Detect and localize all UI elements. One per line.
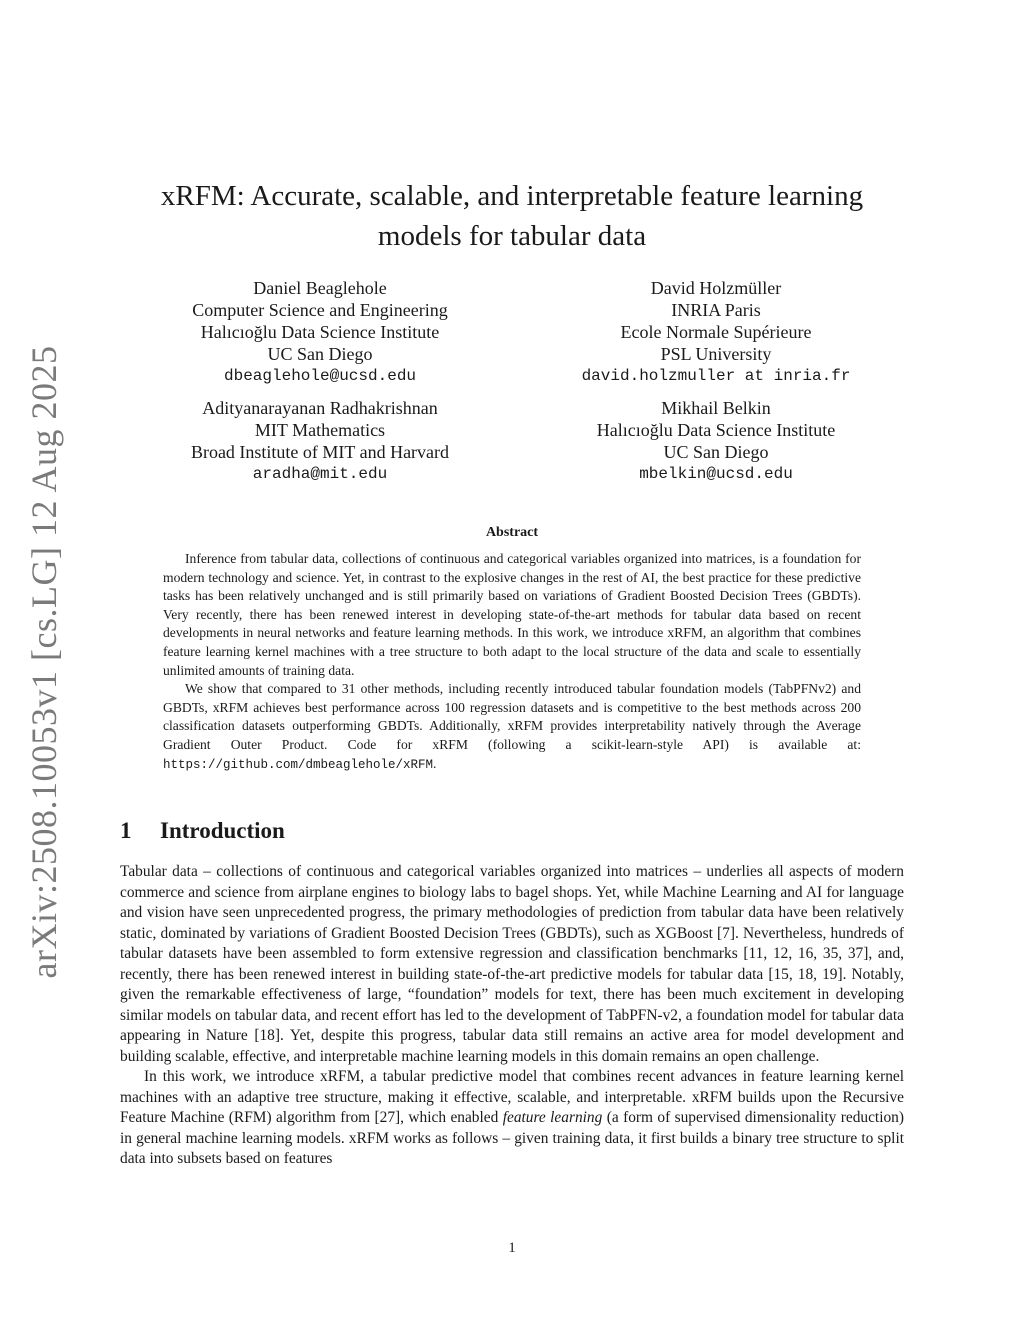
author-block-3 [120,397,520,485]
author-affiliation: Halıcıoğlu Data Science Institute [596,420,836,440]
author-name: David Holzmüller [650,278,782,298]
author-affiliation: INRIA Paris [671,300,761,320]
paper-title-line-1: xRFM: Accurate, scalable, and interpretable feature learning [160,180,864,212]
author-affiliation: Broad Institute of MIT and Harvard [190,442,450,462]
arxiv-identifier-stamp: arXiv:2508.10053v1 [cs.LG] 12 Aug 2025 [24,345,64,979]
code-url-link[interactable]: https://github.com/dmbeaglehole/xRFM [163,757,434,772]
author-name: Mikhail Belkin [661,398,771,418]
paper-title [120,176,904,256]
author-affiliation: UC San Diego [663,442,769,462]
author-affiliation: MIT Mathematics [254,420,386,440]
author-name: Adityanarayanan Radhakrishnan [202,398,438,418]
abstract-paragraph-2 [163,680,861,774]
section-number: 1 [120,818,132,843]
author-affiliation: UC San Diego [267,344,373,364]
author-block-2 [564,277,868,387]
author-affiliation: PSL University [660,344,772,364]
author-affiliation: Ecole Normale Supérieure [620,322,812,342]
author-email: david.holzmuller at inria.fr [581,367,851,385]
emphasized-term: feature learning [502,1109,603,1126]
author-email: dbeaglehole@ucsd.edu [223,367,417,385]
author-email: mbelkin@ucsd.edu [639,465,793,483]
abstract-heading: Abstract [485,525,539,540]
abstract-paragraph-2-end: . [433,755,437,771]
abstract-paragraph-2-text: We show that compared to 31 other methods, including recently introduced tabular foundation models (TabPFNv2) and GBDTs, xRFM achieves best performance across 100 regression datasets and is competitive to the best methods across 200 classification datasets outperforming GBDTs. Additionally, xRFM provides interpretability natively through the Average Gradient Outer Product. Code for xRFM (following a scikit-learn-style API) is available at: [163,681,861,752]
body-paragraph-1: Tabular data – collections of continuous and categorical variables organized into matrices – underlies all aspects of modern commerce and science from airplane engines to biology labs to bagel shops. Yet, while Machine Learning and AI for language and vision have seen unprecedented progress, the primary methodologies of prediction from tabular data have been relatively static, dominated by variations of Gradient Boosted Decision Trees (GBDTs), such as XGBoost [7]. Nevertheless, hundreds of tabular datasets have been assembled to form extensive regression and classification benchmarks [11, 12, 16, 35, 37], and, recently, there has been renewed interest in building state-of-the-art predictive models for tabular data [15, 18, 19]. Notably, given the remarkable effectiveness of large, “foundation” models for text, there has been much excitement in developing similar models on tabular data, and recent effort has led to the development of TabPFN-v2, a foundation model for tabular data appearing in Nature [18]. Yet, despite this progress, tabular data still remains an active area for model development and building scalable, effective, and interpretable machine learning models in this domain remains an open challenge. [120,863,904,1065]
body-paragraph-2 [120,1067,904,1170]
author-affiliation: Halıcıoğlu Data Science Institute [200,322,440,342]
section-heading [120,818,285,844]
body-paragraph-2-text-a: In this work, we introduce xRFM, a tabular predictive model that combines recent advances in feature learning kernel machines with an adaptive tree structure, making it effective, scalable, and interpretable. xRFM builds upon the Recursive Feature Machine (RFM) algorithm from [27], which enabled [120,1068,904,1126]
paper-title-line-2: models for tabular data [377,220,647,252]
section-title: Introduction [160,818,285,843]
author-name: Daniel Beaglehole [253,278,387,298]
author-block-4 [564,397,868,485]
author-affiliation: Computer Science and Engineering [192,300,448,320]
author-email: aradha@mit.edu [252,465,388,483]
author-block-1 [120,277,520,387]
section-body [120,862,904,1170]
body-paragraph-2-text-b: (a form of supervised dimensionality reduction) in general machine learning models. xRFM works as follows – given training data, it first builds a binary tree structure to split data into subsets based on features [120,1109,904,1167]
abstract-paragraph-1: Inference from tabular data, collections of continuous and categorical variables organized into matrices, is a foundation for modern technology and science. Yet, in contrast to the explosive changes in the rest of AI, the best practice for these predictive tasks has been relatively unchanged and is still primarily based on variations of Gradient Boosted Decision Trees (GBDTs). Very recently, there has been renewed interest in developing state-of-the-art methods for tabular data based on recent developments in neural networks and feature learning methods. In this work, we introduce xRFM, an algorithm that combines feature learning kernel machines with a tree structure to both adapt to the local structure of the data and scale to essentially unlimited amounts of training data. [163,551,861,678]
abstract-body [163,550,861,774]
page-number: 1 [508,1240,516,1256]
